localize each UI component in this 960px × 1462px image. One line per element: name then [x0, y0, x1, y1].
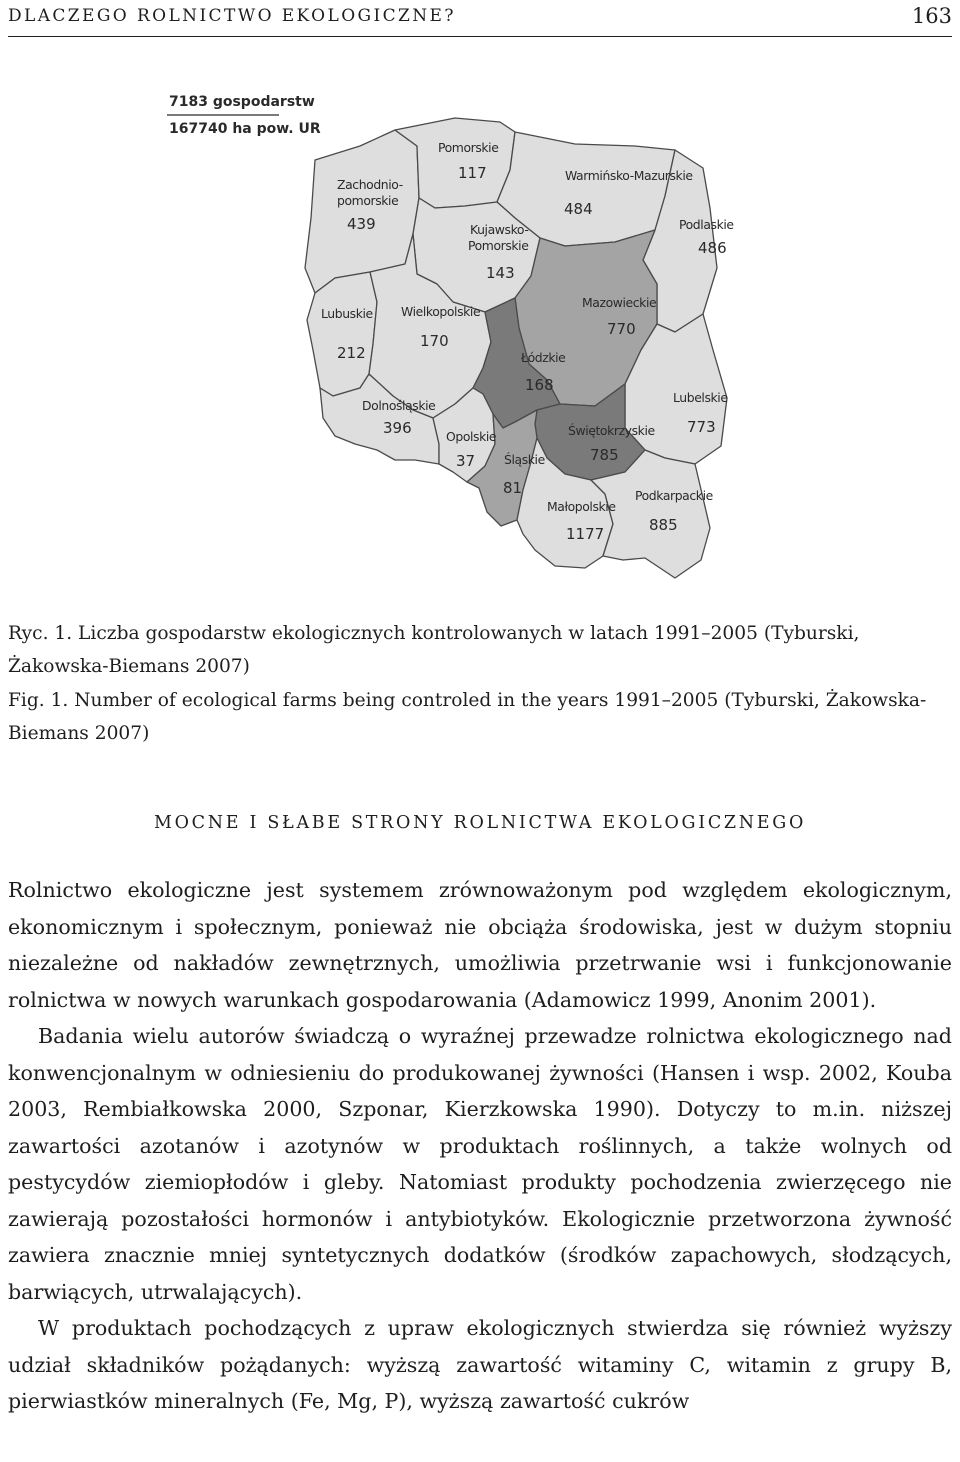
running-header: [8, 2, 952, 38]
body-text: [8, 872, 952, 1420]
value-zachodniopomorskie: 439: [347, 215, 376, 233]
running-title: DLACZEGO ROLNICTWO EKOLOGICZNE?: [8, 6, 456, 26]
label-slaskie: Śląskie: [504, 452, 545, 467]
figure-caption-english: Fig. 1. Number of ecological farms being controled in the years 1991–2005 (Tyburski, Żakowska-Biemans 2007): [8, 690, 927, 744]
label-zachodniopomorskie-1: Zachodnio-: [337, 177, 403, 192]
label-kujawsko-1: Kujawsko-: [470, 222, 529, 237]
header-rule: [8, 36, 952, 37]
label-podlaskie: Podlaskie: [679, 217, 734, 232]
value-swietokrzyskie: 785: [590, 446, 619, 464]
poland-map: [155, 88, 735, 590]
paragraph-2: Badania wielu autorów świadczą o wyraźnej przewadze rolnictwa ekologicznego nad konwencjonalnym w odniesieniu do produkowanej żywności (Hansen i wsp. 2002, Kouba 2003, Rembiałkowska 2000, Szponar, Kierzkowska 1990). Dotyczy to m.in. niższej zawartości azotanów i azotynów w produktach roślinnych, a także wolnych od pestycydów ziemiopłodów i gleby. Natomiast produkty pochodzenia zwierzęcego nie zawierają pozostałości hormonów i antybiotyków. Ekologicznie przetworzona żywność zawiera znacznie mniej syntetycznych dodatków (środków zapachowych, słodzących, barwiących, utrwalających).: [8, 1024, 952, 1304]
paragraph-1: Rolnictwo ekologiczne jest systemem zrównoważonym pod względem ekologicznym, ekonomicznym i społecznym, ponieważ nie obciąża środowiska, jest w dużym stopniu niezależne od nakładów zewnętrznych, umożliwia przetrwanie wsi i funkcjonowanie rolnictwa w nowych warunkach gospodarowania (Adamowicz 1999, Anonim 2001).: [8, 878, 952, 1012]
label-lubuskie: Lubuskie: [321, 306, 373, 321]
value-slaskie: 81: [503, 479, 523, 497]
value-malopolskie: 1177: [566, 525, 605, 543]
value-lubuskie: 212: [337, 344, 366, 362]
label-zachodniopomorskie-2: pomorskie: [337, 193, 399, 208]
value-kujawsko-pomorskie: 143: [486, 264, 515, 282]
label-lodzkie: Łódzkie: [521, 350, 566, 365]
paragraph-3: W produktach pochodzących z upraw ekologicznych stwierdza się również wyższy udział składników pożądanych: wyższą zawartość witaminy C, witamin z grupy B, pierwiastków mineralnych (Fe, Mg, P), wyższą zawartość cukrów: [8, 1316, 952, 1413]
label-opolskie: Opolskie: [446, 429, 497, 444]
label-podkarpackie: Podkarpackie: [635, 488, 713, 503]
section-heading: MOCNE I SŁABE STRONY ROLNICTWA EKOLOGICZNEGO: [153, 813, 807, 833]
value-warminsko-mazurskie: 484: [564, 200, 593, 218]
value-dolnoslaskie: 396: [383, 419, 412, 437]
label-malopolskie: Małopolskie: [547, 499, 616, 514]
value-wielkopolskie: 170: [420, 332, 449, 350]
label-dolnoslaskie: Dolnośląskie: [362, 398, 436, 413]
value-lubelskie: 773: [687, 418, 716, 436]
label-warminsko-mazurskie: Warmińsko-Mazurskie: [565, 168, 693, 183]
value-mazowieckie: 770: [607, 320, 636, 338]
figure-caption-polish: Ryc. 1. Liczba gospodarstw ekologicznych kontrolowanych w latach 1991–2005 (Tyburski, Żakowska-Biemans 2007): [8, 623, 860, 677]
value-podlaskie: 486: [698, 239, 727, 257]
label-pomorskie: Pomorskie: [438, 140, 499, 155]
label-kujawsko-2: Pomorskie: [468, 238, 529, 253]
voivodeship-map-figure: [155, 88, 735, 590]
value-podkarpackie: 885: [649, 516, 678, 534]
value-opolskie: 37: [456, 452, 476, 470]
label-wielkopolskie: Wielkopolskie: [401, 304, 481, 319]
value-pomorskie: 117: [458, 164, 487, 182]
label-mazowieckie: Mazowieckie: [582, 295, 657, 310]
value-lodzkie: 168: [525, 376, 554, 394]
page-number: 163: [911, 4, 952, 28]
label-lubelskie: Lubelskie: [673, 390, 728, 405]
label-swietokrzyskie: Świętokrzyskie: [568, 423, 655, 438]
total-farms-label: 7183 gospodarstw: [169, 94, 315, 110]
total-area-label: 167740 ha pow. UR: [169, 121, 321, 137]
